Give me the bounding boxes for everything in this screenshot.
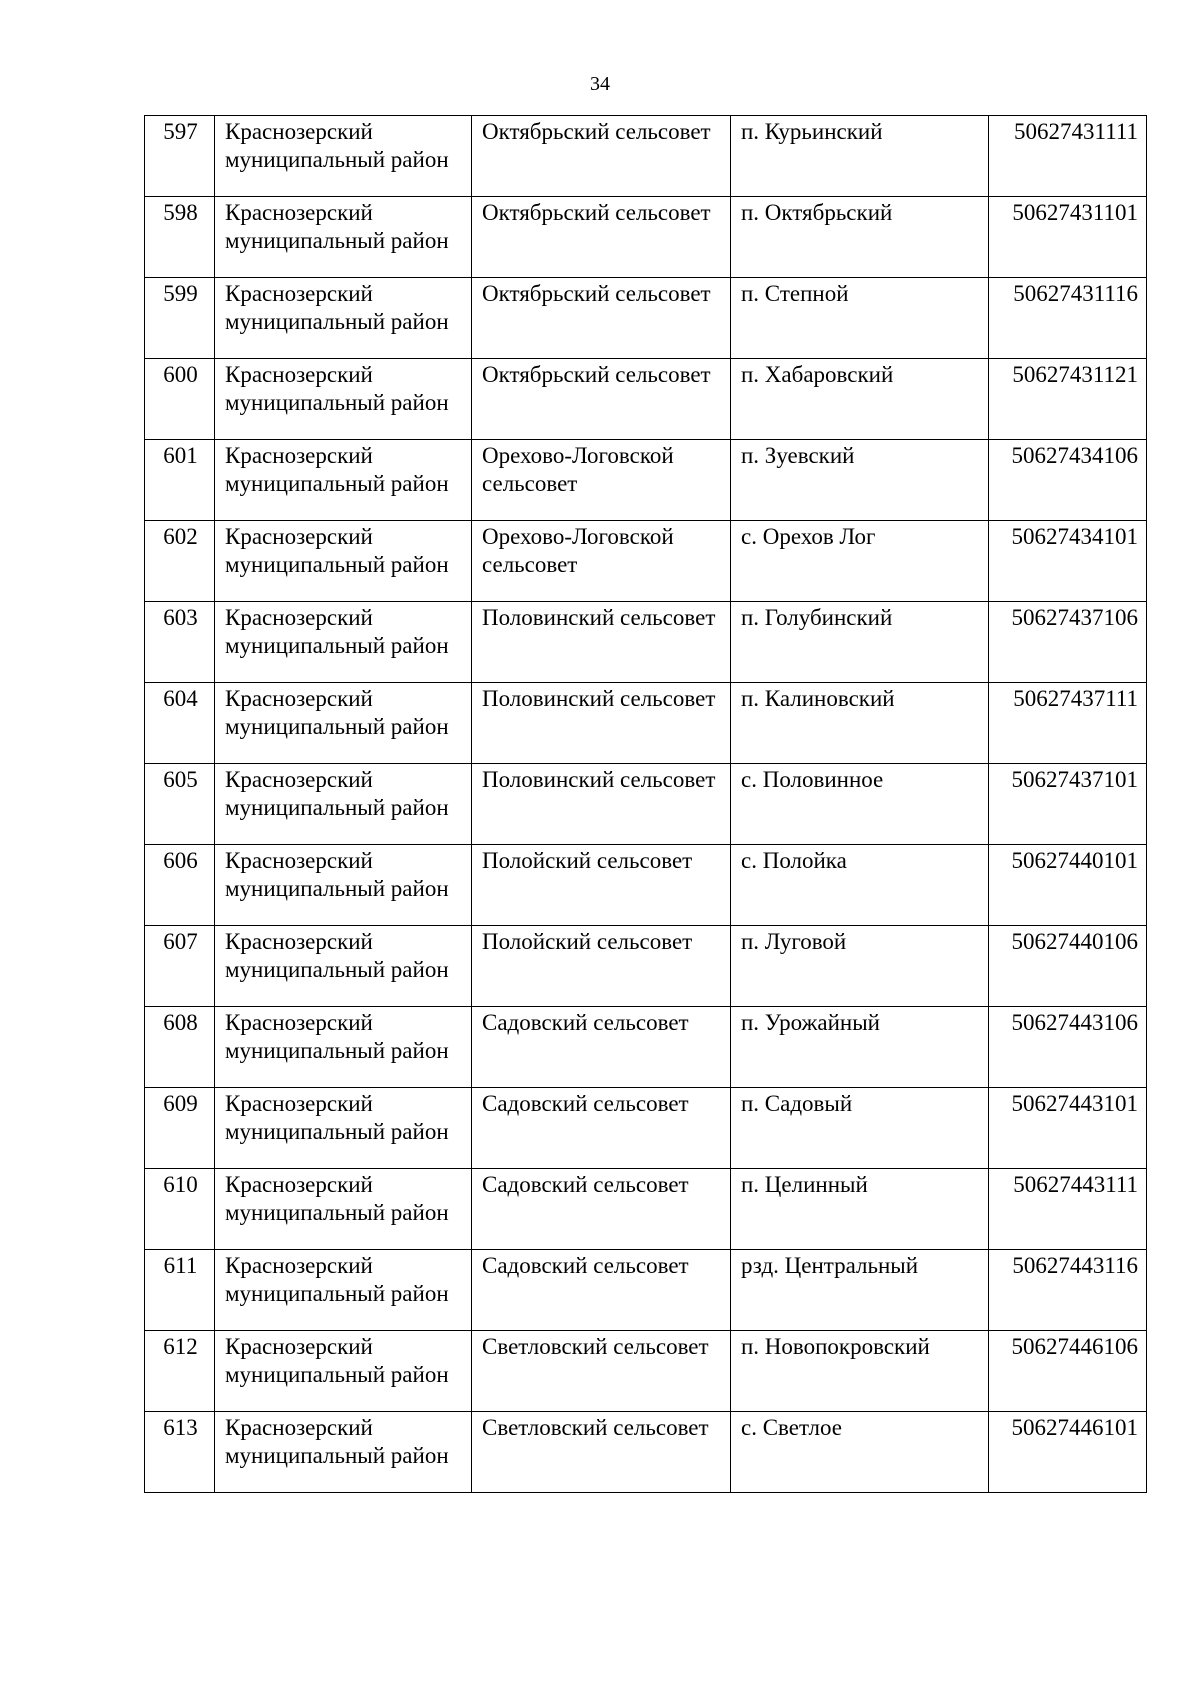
settlement-cell: п. Луговой xyxy=(731,926,989,1007)
settlement-cell: п. Зуевский xyxy=(731,440,989,521)
district-cell: Краснозерский муниципальный район xyxy=(215,926,472,1007)
council-cell: Октябрьский сельсовет xyxy=(472,278,731,359)
council-cell: Светловский сельсовет xyxy=(472,1331,731,1412)
council-cell: Октябрьский сельсовет xyxy=(472,359,731,440)
district-cell: Краснозерский муниципальный район xyxy=(215,116,472,197)
council-cell: Полойский сельсовет xyxy=(472,926,731,1007)
settlement-cell: рзд. Центральный xyxy=(731,1250,989,1331)
row-number-cell: 597 xyxy=(145,116,215,197)
row-number-cell: 607 xyxy=(145,926,215,1007)
district-cell: Краснозерский муниципальный район xyxy=(215,521,472,602)
oktmo-code-cell: 50627434101 xyxy=(989,521,1147,602)
row-number-cell: 612 xyxy=(145,1331,215,1412)
settlements-table xyxy=(144,115,1147,1493)
settlement-cell: п. Степной xyxy=(731,278,989,359)
settlement-cell: с. Половинное xyxy=(731,764,989,845)
table-row xyxy=(145,1169,1147,1250)
district-cell: Краснозерский муниципальный район xyxy=(215,440,472,521)
row-number-cell: 599 xyxy=(145,278,215,359)
district-cell: Краснозерский муниципальный район xyxy=(215,683,472,764)
council-cell: Полойский сельсовет xyxy=(472,845,731,926)
settlement-cell: п. Голубинский xyxy=(731,602,989,683)
oktmo-code-cell: 50627431111 xyxy=(989,116,1147,197)
oktmo-code-cell: 50627443101 xyxy=(989,1088,1147,1169)
settlement-cell: п. Октябрьский xyxy=(731,197,989,278)
table-row xyxy=(145,440,1147,521)
oktmo-code-cell: 50627437111 xyxy=(989,683,1147,764)
district-cell: Краснозерский муниципальный район xyxy=(215,602,472,683)
oktmo-code-cell: 50627431101 xyxy=(989,197,1147,278)
settlement-cell: с. Полойка xyxy=(731,845,989,926)
row-number-cell: 610 xyxy=(145,1169,215,1250)
oktmo-code-cell: 50627443111 xyxy=(989,1169,1147,1250)
row-number-cell: 605 xyxy=(145,764,215,845)
district-cell: Краснозерский муниципальный район xyxy=(215,359,472,440)
row-number-cell: 609 xyxy=(145,1088,215,1169)
oktmo-code-cell: 50627446101 xyxy=(989,1412,1147,1493)
row-number-cell: 600 xyxy=(145,359,215,440)
row-number-cell: 598 xyxy=(145,197,215,278)
row-number-cell: 603 xyxy=(145,602,215,683)
oktmo-code-cell: 50627443106 xyxy=(989,1007,1147,1088)
table-row xyxy=(145,278,1147,359)
oktmo-code-cell: 50627437101 xyxy=(989,764,1147,845)
district-cell: Краснозерский муниципальный район xyxy=(215,1007,472,1088)
district-cell: Краснозерский муниципальный район xyxy=(215,1250,472,1331)
settlement-cell: п. Курьинский xyxy=(731,116,989,197)
council-cell: Половинский сельсовет xyxy=(472,683,731,764)
table-row xyxy=(145,521,1147,602)
table-body xyxy=(145,116,1147,1493)
row-number-cell: 613 xyxy=(145,1412,215,1493)
council-cell: Половинский сельсовет xyxy=(472,602,731,683)
settlement-cell: п. Калиновский xyxy=(731,683,989,764)
table-row xyxy=(145,116,1147,197)
settlement-cell: п. Хабаровский xyxy=(731,359,989,440)
council-cell: Орехово-Логовской сельсовет xyxy=(472,440,731,521)
row-number-cell: 604 xyxy=(145,683,215,764)
oktmo-code-cell: 50627434106 xyxy=(989,440,1147,521)
council-cell: Октябрьский сельсовет xyxy=(472,197,731,278)
table-row xyxy=(145,1331,1147,1412)
council-cell: Половинский сельсовет xyxy=(472,764,731,845)
oktmo-code-cell: 50627440106 xyxy=(989,926,1147,1007)
settlement-cell: п. Новопокровский xyxy=(731,1331,989,1412)
settlement-cell: п. Целинный xyxy=(731,1169,989,1250)
oktmo-code-cell: 50627437106 xyxy=(989,602,1147,683)
row-number-cell: 601 xyxy=(145,440,215,521)
council-cell: Садовский сельсовет xyxy=(472,1250,731,1331)
table-row xyxy=(145,683,1147,764)
oktmo-code-cell: 50627446106 xyxy=(989,1331,1147,1412)
council-cell: Светловский сельсовет xyxy=(472,1412,731,1493)
settlement-cell: с. Светлое xyxy=(731,1412,989,1493)
council-cell: Садовский сельсовет xyxy=(472,1007,731,1088)
table-row xyxy=(145,602,1147,683)
oktmo-code-cell: 50627431116 xyxy=(989,278,1147,359)
oktmo-code-cell: 50627431121 xyxy=(989,359,1147,440)
district-cell: Краснозерский муниципальный район xyxy=(215,845,472,926)
oktmo-code-cell: 50627443116 xyxy=(989,1250,1147,1331)
district-cell: Краснозерский муниципальный район xyxy=(215,278,472,359)
council-cell: Орехово-Логовской сельсовет xyxy=(472,521,731,602)
district-cell: Краснозерский муниципальный район xyxy=(215,1088,472,1169)
council-cell: Садовский сельсовет xyxy=(472,1169,731,1250)
table-row xyxy=(145,845,1147,926)
row-number-cell: 608 xyxy=(145,1007,215,1088)
table-row xyxy=(145,1007,1147,1088)
table-row xyxy=(145,359,1147,440)
table-row xyxy=(145,1250,1147,1331)
table-row xyxy=(145,1412,1147,1493)
oktmo-code-cell: 50627440101 xyxy=(989,845,1147,926)
row-number-cell: 606 xyxy=(145,845,215,926)
table-row xyxy=(145,926,1147,1007)
row-number-cell: 611 xyxy=(145,1250,215,1331)
table-row xyxy=(145,764,1147,845)
district-cell: Краснозерский муниципальный район xyxy=(215,1331,472,1412)
settlement-cell: с. Орехов Лог xyxy=(731,521,989,602)
settlement-cell: п. Урожайный xyxy=(731,1007,989,1088)
district-cell: Краснозерский муниципальный район xyxy=(215,764,472,845)
row-number-cell: 602 xyxy=(145,521,215,602)
district-cell: Краснозерский муниципальный район xyxy=(215,1169,472,1250)
district-cell: Краснозерский муниципальный район xyxy=(215,1412,472,1493)
table-row xyxy=(145,1088,1147,1169)
table-row xyxy=(145,197,1147,278)
council-cell: Октябрьский сельсовет xyxy=(472,116,731,197)
district-cell: Краснозерский муниципальный район xyxy=(215,197,472,278)
page-number: 34 xyxy=(590,73,610,95)
settlement-cell: п. Садовый xyxy=(731,1088,989,1169)
council-cell: Садовский сельсовет xyxy=(472,1088,731,1169)
